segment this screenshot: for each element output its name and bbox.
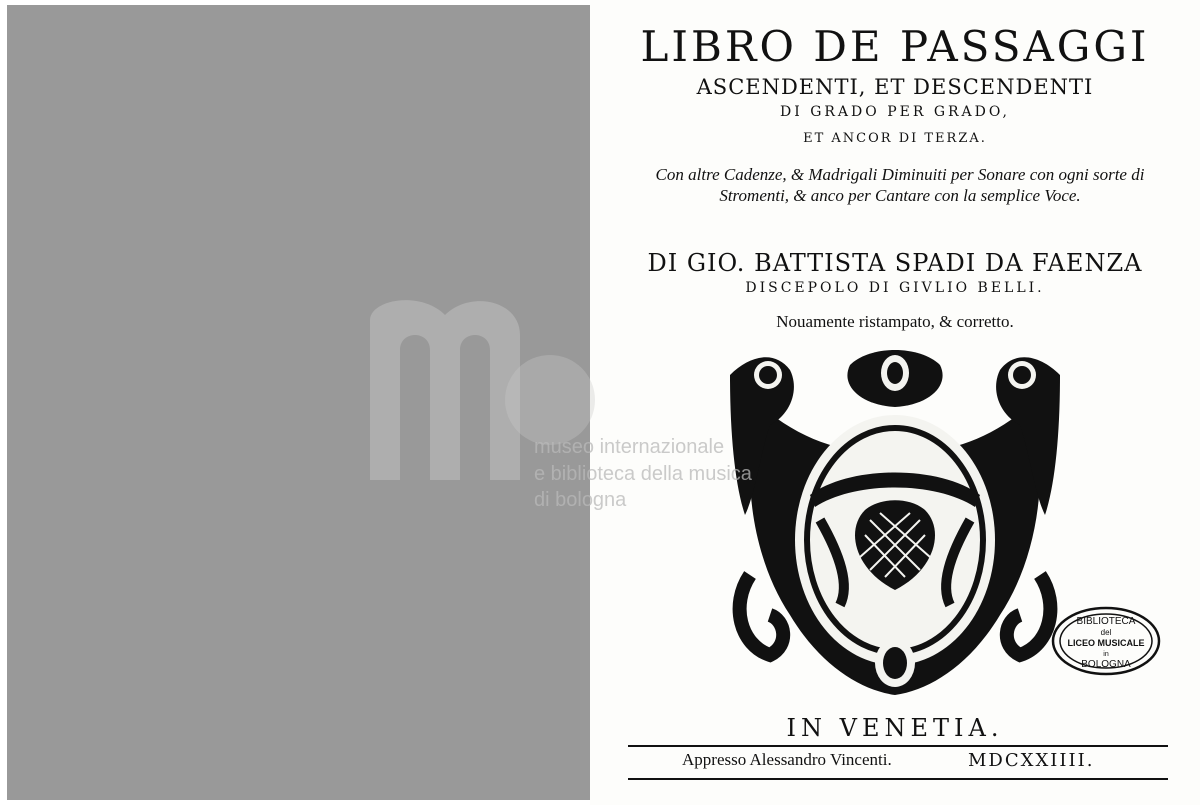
book-subtitle-3: ET ANCOR DI TERZA. [803, 131, 987, 146]
svg-text:LICEO MUSICALE: LICEO MUSICALE [1067, 638, 1145, 648]
svg-text:del: del [1100, 628, 1112, 637]
book-author: DI GIO. BATTISTA SPADI DA FAENZA [647, 249, 1143, 277]
printer-emblem-illustration [730, 345, 1060, 705]
svg-text:BOLOGNA: BOLOGNA [1081, 659, 1131, 670]
reprint-note: Nouamente ristampato, & corretto. [776, 312, 1014, 331]
book-subtitle-1: ASCENDENTI, ET DESCENDENTI [696, 75, 1094, 99]
publication-place: IN VENETIA. [786, 714, 1004, 742]
rule-divider-bottom [628, 778, 1168, 780]
watermark-text-line-1: museo internazionale [534, 436, 725, 458]
author-teacher: DISCEPOLO DI GIVLIO BELLI. [745, 280, 1045, 296]
watermark-text-line-3: di bologna [534, 489, 627, 511]
rule-divider [628, 745, 1168, 747]
book-title: LIBRO DE PASSAGGI [640, 22, 1150, 71]
publisher: Appresso Alessandro Vincenti. [682, 750, 892, 769]
watermark-text-line-2: e biblioteca della musica [534, 463, 752, 485]
library-stamp [1050, 605, 1162, 677]
book-subtitle-2: DI GRADO PER GRADO, [780, 104, 1010, 120]
publication-year: MDCXXIIII. [968, 750, 1095, 771]
svg-text:in: in [1103, 651, 1109, 658]
book-description: Con altre Cadenze, & Madrigali Diminuiti per Sonare con ogni sorte di Stromenti, & anco per Cantare con la semplice Voce. [655, 165, 1145, 205]
svg-text:BIBLIOTECA: BIBLIOTECA [1076, 616, 1136, 627]
